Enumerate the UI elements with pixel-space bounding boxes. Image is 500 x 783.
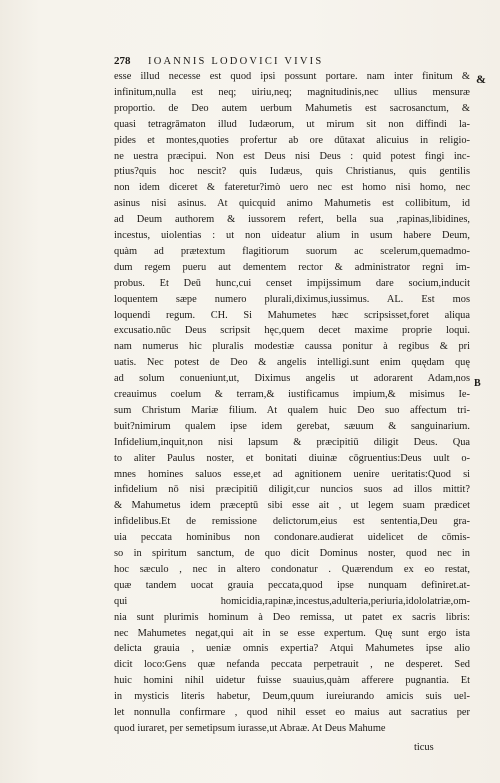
body-text xyxy=(114,70,470,770)
text-line: infidelibus.Et de remissione delictorum,eius est sententia,Deu gra- xyxy=(114,516,470,528)
text-line: loquendi regum. CH. Si Mahumetes hæc scripsisset,foret aliqua xyxy=(114,309,470,321)
text-line: delicta grauia , ueniæ omnis expertia? Atqui Mahumetes ipse alio xyxy=(114,643,470,655)
text-line: ne uestra præcipui. Non est Deus nisi Deus : quid potest fingi inc- xyxy=(114,150,470,162)
text-line: & Mahumetus idem præceptū sibi esse ait , ut legem suam prædicet xyxy=(114,500,470,512)
text-line: so in spiritum sanctum, de quo dicit Dominus noster, quod nec in xyxy=(114,548,470,559)
text-line: Infidelium,inquit,non nisi lapsum & præcipitiū diligit Deus. Qua xyxy=(114,436,470,448)
text-line: excusatio.nūc Deus scripsit hęc,quem decet maxime proprie loqui. xyxy=(114,325,470,337)
text-line: proportio. de Deo autem uerbum Mahumetis est sacrosanctum, & xyxy=(114,102,470,114)
text-line: hoc sæculo , nec in altero condonatur . Quærendum ex eo restat, xyxy=(114,563,470,575)
text-line: pides et montes,quoties profertur ab ore dūtaxat alicuius in religio- xyxy=(114,134,470,146)
text-line: huic homini nihil uidetur fuisse suauius,quàm afferere pugnantia. Et xyxy=(114,675,470,687)
text-line: creauimus coelum & terram,& iustificamus impium,& misimus Ie- xyxy=(114,389,470,400)
text-line: loquentem sæpe numero plurali,diximus,iussimus. AL. Est mos xyxy=(114,293,470,305)
text-line: nec Mahumetes negat,qui ait in se esse expertum. Quę sunt ergo ista xyxy=(114,627,470,639)
margin-symbol: & xyxy=(476,72,486,86)
text-line: incestus, uiolentias : ut non uideatur alium in usum habere Deum, xyxy=(114,230,470,241)
text-line: quæ tandem uocat grauia peccata,quod ipse nunquam definiret.at- xyxy=(114,579,470,591)
text-line: uia peccata hominibus non condonare.audierat uidelicet de cōmis- xyxy=(114,532,470,544)
text-line: ad solum conueniunt,ut, Diximus angelis ut adorarent Adam,nos xyxy=(114,373,470,385)
text-line: sum Christum Mariæ filium. At qualem huic Deo suo affectum tri- xyxy=(114,404,470,416)
text-line: infidelium nō nisi præcipitiū diligit,cur nuncios suos ad illos mittit? xyxy=(114,484,470,496)
catchword: ticus xyxy=(414,742,434,753)
text-line: buit?nimirum qualem ipse idem gerebat, sæuum & sanguinarium. xyxy=(114,420,470,432)
folio-number: 278 xyxy=(114,55,131,67)
text-line: non idem diceret & fateretur?imò uero nec est homo nisi homo, nec xyxy=(114,182,470,194)
text-line: probus. Et Deū hunc,cui censet impijssimum dare socium,inducit xyxy=(114,277,470,289)
text-line: uatis. Nec potest de Deo & angelis intelligi.sunt enim quędam quę xyxy=(114,357,470,369)
text-line: ad Deum authorem & iussorem refert, bella sua ,rapinas,libidines, xyxy=(114,214,470,226)
text-line: nia sunt plurimis hominum à Deo remissa, ut patet ex sacris libris: xyxy=(114,611,470,623)
text-line: nam numerus hic pluralis modestiæ caussa ponitur à regibus & pri xyxy=(114,341,470,353)
text-line: quasi tetragrāmaton illud Iudæorum, ut mirum sit non diffindi la- xyxy=(114,118,470,130)
text-line: esse illud necesse est quod ipsi possunt portare. nam inter finitum & xyxy=(114,71,470,82)
margin-letter-b: B xyxy=(474,378,481,389)
running-head: IOANNIS LODOVICI VIVIS xyxy=(148,56,324,67)
text-line: ptius?quis hoc nescit? quis Iudæus, quis Christianus, quis gentilis xyxy=(114,166,470,178)
text-line: dicit loco:Gens quæ nefanda peccata perpetrauit , ne desperet. Sed xyxy=(114,659,470,671)
text-line: qui homicidia,rapinæ,incestus,adulteria,periuria,idololatriæ,om- xyxy=(114,595,470,607)
text-line: to aliter Paulus noster, et bonitati diuinæ cōgruentius:Deus uult o- xyxy=(114,452,470,464)
text-line: infinitum,nulla est neq; uiriu,neq; magnitudinis,nec ullius mensuræ xyxy=(114,86,470,98)
text-line: let nonnulla confirmare , quod nihil esset eo maius aut sacratius per xyxy=(114,707,470,718)
page-header xyxy=(114,55,474,71)
text-line: in mysticis literis habetur, Deum,quum iureiurando amicis suis uel- xyxy=(114,691,470,703)
text-line: quod iuraret, per semetipsum iurasse,ut Abraæ. At Deus Mahume xyxy=(114,722,386,734)
text-line: quàm ad prætextum flagitiorum suorum ac scelerum,quemadmo- xyxy=(114,245,470,257)
text-line: asinus nisi asinus. At quicquid animo Mahumetis est collibitum, id xyxy=(114,198,470,210)
text-line: mnes homines saluos esse,et ad agnitionem uenire ueritatis:Quod si xyxy=(114,468,470,480)
text-line: dum regem pueru aut dementem rector & administrator regni im- xyxy=(114,261,470,273)
